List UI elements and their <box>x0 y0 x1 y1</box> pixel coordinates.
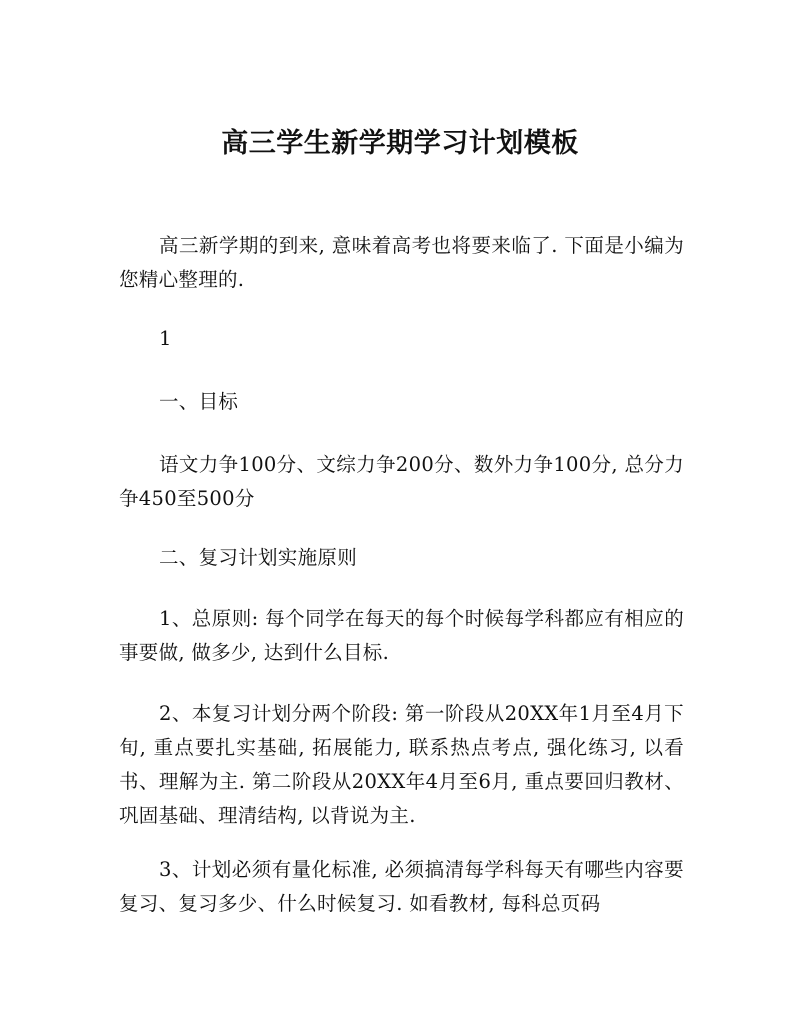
principle-1-paragraph: 1、总原则: 每个同学在每天的每个时候每学科都应有相应的事要做, 做多少, 达到什么目标. <box>119 607 684 664</box>
heading-principles: 二、复习计划实施原则 <box>159 546 358 569</box>
section-number: 1 <box>159 327 172 350</box>
heading-goals: 一、目标 <box>159 390 239 413</box>
principle-3-paragraph: 3、计划必须有量化标准, 必须搞清每学科每天有哪些内容要复习、复习多少、什么时候复习. 如看教材, 每科总页码 <box>119 858 684 915</box>
document-title: 高三学生新学期学习计划模板 <box>221 128 579 159</box>
principle-2-paragraph: 2、本复习计划分两个阶段: 第一阶段从20XX年1月至4月下旬, 重点要扎实基础, 拓展能力, 联系热点考点, 强化练习, 以看书、理解为主. 第二阶段从20XX年4月至6月, 重点要回归教材、巩固基础、理清结构, 以背说为主. <box>119 702 684 827</box>
intro-paragraph: 高三新学期的到来, 意味着高考也将要来临了. 下面是小编为您精心整理的. <box>119 234 684 291</box>
goals-paragraph: 语文力争100分、文综力争200分、数外力争100分, 总分力争450至500分 <box>119 453 684 510</box>
